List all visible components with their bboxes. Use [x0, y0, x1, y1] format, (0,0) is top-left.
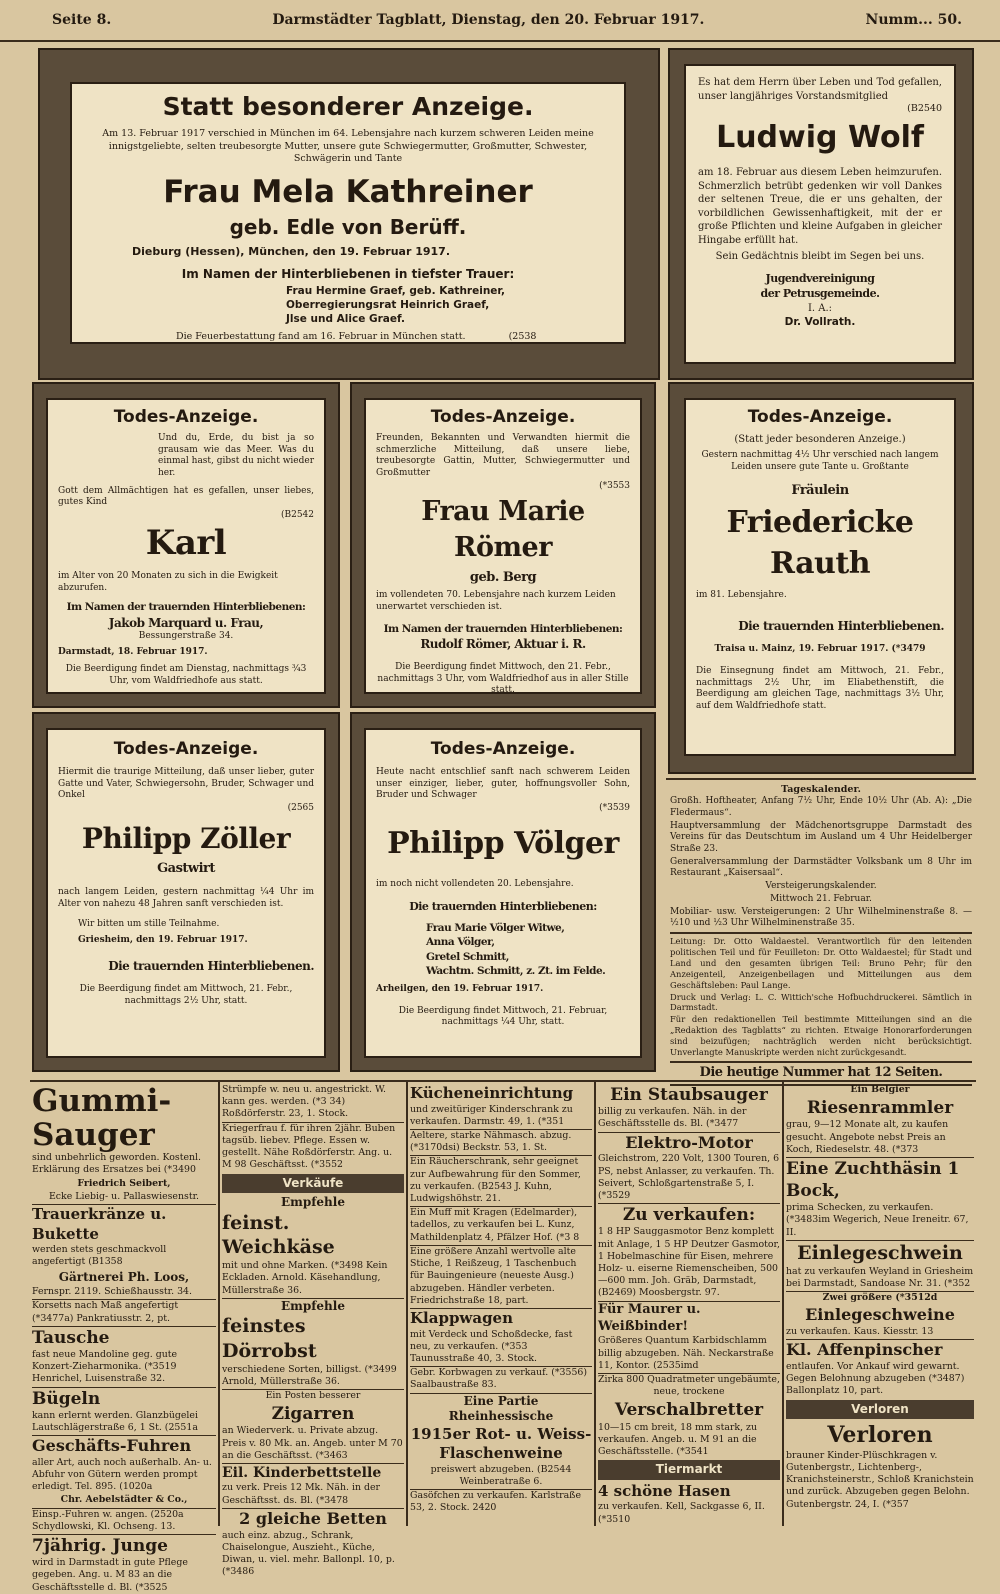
ad-text: Chr. Aebelstädter & Co., — [60, 1494, 188, 1506]
ad-code: (2565 — [287, 803, 314, 813]
calendar-line: Mittwoch 21. Februar. — [770, 893, 872, 904]
ad-headline: Eine Zuchthäsin 1 Bock, — [786, 1157, 974, 1202]
foot-text: Die Feuerbestattung fand am 16. Februar in München statt. — [176, 330, 466, 342]
section-bar-verkaeufe: Verkäufe — [222, 1174, 404, 1194]
notice-foot — [86, 331, 610, 344]
page-count: Die heutige Nummer hat 12 Seiten. — [670, 1061, 972, 1086]
notice-intro: Heute nacht entschlief sanft nach schwerem Leiden unser einziger, lieber, guter, hoffnungsvoller Sohn, Bruder und Schwager — [376, 766, 630, 801]
ad-text: Ein Belgier — [850, 1084, 910, 1095]
notice-foot: Die Beerdigung findet am Mittwoch, 21. Febr., nachmittags 2½ Uhr, statt. — [79, 984, 293, 1007]
notice-karl — [46, 398, 326, 694]
deceased-name: Karl — [145, 523, 227, 564]
deceased-born: geb. Edle von Berüff. — [229, 215, 467, 240]
notice-mourn: Im Namen der Hinterbliebenen in tiefster Trauer: — [181, 266, 515, 281]
ad-headline: Für Maurer u. Weißbinder! — [598, 1301, 780, 1336]
ad-text: zu verkaufen. Kell, Sackgasse 6, II. (*3510 — [598, 1501, 765, 1525]
ad-text: Ein Posten besserer — [222, 1389, 404, 1402]
ad-text: Strümpfe w. neu u. angestrickt. W. kann ges. werden. (*3 34) Roßdörferstr. 23, 1. Stock. — [222, 1084, 386, 1120]
ad-code: (B2540 — [907, 103, 942, 114]
deceased-name: Ludwig Wolf — [716, 119, 924, 155]
impressum-line: Druck und Verlag: L. C. Wittich'sche Hofbuchdruckerei. Sämtlich in Darmstadt. — [670, 991, 972, 1013]
notice-sub: (Statt jeder besonderen Anzeige.) — [734, 433, 906, 445]
deceased-name: Philipp Zöller — [81, 822, 291, 856]
ad-text: kann erlernt werden. Glanzbügelei Lautschlägerstraße 6, 1 St. (2551a — [32, 1409, 198, 1433]
impressum-line: Für den redaktionellen Teil bestimmte Mitteilungen sind an die „Redaktion des Tagblatts“ zu richten. Etwaige Honorarforderungen sind beizufügen; nachträglich werden nicht berücksichtigt. Unverlangte Manuskripte werden nicht zurückgesandt. — [670, 1014, 972, 1058]
notice-heading: Todes-Anzeige. — [430, 739, 576, 759]
signer-4: Wachtm. Schmitt, z. Zt. im Felde. — [426, 964, 606, 977]
signer: Jakob Marquard u. Frau, — [108, 615, 264, 630]
ad-text: Korsetts nach Maß angefertigt (*3477a) Pankratiusstr. 2, pt. — [32, 1299, 216, 1324]
notice-memory: Sein Gedächtnis bleibt im Segen bei uns. — [715, 251, 925, 263]
notice-text: im Alter von 20 Monaten zu sich in die Ewigkeit abzurufen. — [58, 571, 278, 593]
column-divider — [594, 1082, 596, 1526]
ad-code: (*3479 — [891, 644, 926, 655]
ad-text: prima Schecken, zu verkaufen. (*3483im Wegerich, Neue Ireneitr. 67, II. — [786, 1202, 969, 1238]
notice-mourn: Die trauernden Hinterbliebenen. — [108, 959, 314, 974]
ad-text: fast neue Mandoline geg. gute Konzert-Zieharmonika. (*3519 Henrichel, Luisenstraße 32. — [32, 1348, 178, 1385]
divider — [30, 1080, 976, 1082]
deceased-name: Philipp Völger — [387, 826, 619, 862]
ad-headline: Gummi-Sauger — [32, 1083, 172, 1154]
notice-mourn: Die trauernden Hinterbliebenen. — [738, 619, 944, 634]
ad-code: (*3553 — [599, 480, 630, 491]
ad-text: mit und ohne Marken. (*3498 Kein Eckladen. Arnold. Käsehandlung, Müllerstraße 36. — [222, 1260, 388, 1296]
ad-headline: Elektro-Motor — [598, 1132, 780, 1154]
ad-text: Gleichstrom, 220 Volt, 1300 Touren, 6 PS, nebst Anlasser, zu verkaufen. Th. Seivert, Schloßgartenstraße 5, I. (*3529 — [598, 1153, 780, 1201]
column-divider — [782, 1082, 784, 1526]
impressum-line: Leitung: Dr. Otto Waldaestel. Verantwortlich für den leitenden politischen Teil und für Feuilleton: Dr. Otto Waldaestel; für Stadt und Land und den gesamten übrigen Teil: Bruno Pehr; für den Anzeigenteil, Anzeigenbeilagen und Mitteilungen aus dem Geschäftsleben: Paul Lange. — [670, 935, 972, 990]
ad-text: Größeres Quantum Karbidschlamm billig abzugeben. Näh. Neckarstraße 11, Kontor. (2535imd — [598, 1335, 774, 1371]
classified-column-4 — [598, 1084, 780, 1526]
ad-text: Eine Partie Rheinhessische — [410, 1393, 592, 1425]
ad-text: Ein Muff mit Kragen (Edelmarder), tadellos, zu verkaufen bei L. Kunz, Mathildenplatz 4, Pfälzer Hof. (*3 8 — [410, 1206, 592, 1244]
ad-text: billig zu verkaufen. Näh. in der Geschäftsstelle ds. Bl. (*3477 — [598, 1106, 747, 1130]
ad-headline: 2 gleiche Betten — [222, 1508, 404, 1530]
ad-headline: Bügeln — [32, 1387, 216, 1410]
section-bar-tiermarkt: Tiermarkt — [598, 1460, 780, 1480]
ad-text: an Wiederverk. u. Private abzug. Preis v. 80 Mk. an. Angeb. unter M 70 an die Geschäftsst. (*3463 — [222, 1425, 403, 1461]
ad-headline: Einlegeschweine — [805, 1305, 955, 1325]
ad-headline: 1915er Rot- u. Weiss-Flaschenweine — [410, 1424, 592, 1463]
notice-foot: Die Beerdigung findet am Dienstag, nachmittags ¾3 Uhr, vom Waldfriedhofe aus statt. — [65, 664, 307, 686]
notice-kathreiner — [70, 82, 626, 344]
ad-text: sind unbehrlich geworden. Kostenl. Erklärung des Ersatzes bei (*3490 — [32, 1152, 202, 1176]
notice-intro: Es hat dem Herrn über Leben und Tod gefallen, unser langjähriges Vorstandsmitglied — [698, 77, 942, 102]
notice-verse: Und du, Erde, du bist ja so grausam wie das Meer. Was du einmal hast, gibst du nicht wieder her. — [158, 432, 314, 478]
deceased-name: Friedericke Rauth — [726, 505, 914, 581]
page-header — [0, 0, 1000, 42]
ad-headline: Verschalbretter — [614, 1400, 764, 1421]
column-divider — [406, 1082, 408, 1526]
ad-code: (2538 — [508, 330, 537, 342]
deceased-name: Frau Mela Kathreiner — [163, 174, 533, 211]
notice-heading: Todes-Anzeige. — [430, 407, 576, 427]
ad-headline: Eil. Kinderbettstelle — [222, 1463, 404, 1482]
ad-headline: feinst. Weichkäse — [222, 1211, 335, 1259]
ad-headline: Verloren — [827, 1422, 933, 1449]
notice-foot: Die Einsegnung findet am Mittwoch, 21. Febr., nachmittags 2½ Uhr, im Eliabethenstift, die Beerdigung am gleichen Tage, nachmittags 3½ Uhr, auf dem Waldfriedhofe statt. — [696, 665, 944, 711]
notice-heading: Todes-Anzeige. — [747, 407, 893, 427]
ad-text: Gärtnerei Ph. Loos, — [58, 1269, 190, 1284]
deceased-name: Frau Marie Römer — [421, 495, 585, 564]
notice-mourn: Die trauernden Hinterbliebenen: — [409, 900, 597, 914]
issue-number: Numm... 50. — [865, 12, 962, 28]
ad-text: wird in Darmstadt in gute Pflege gegeben. Ang. u. M 83 an die Geschäftsstelle d. Bl. (*3525 — [32, 1557, 188, 1593]
ad-text: Gebr. Korbwagen zu verkauf. (*3556) Saalbaustraße 83. — [410, 1366, 592, 1391]
signer-1: Frau Hermine Graef, geb. Kathreiner, — [286, 285, 506, 298]
notice-place: Arheilgen, den 19. Februar 1917. — [376, 983, 544, 994]
ad-text: zu verk. Preis 12 Mk. Näh. in der Geschäftsst. ds. Bl. (*3478 — [222, 1482, 381, 1506]
classified-column-1 — [32, 1083, 216, 1593]
classified-column-2 — [222, 1084, 404, 1578]
ad-headline: Trauerkränze u. Bukette — [32, 1204, 216, 1244]
notice-mourn: Im Namen der trauernden Hinterbliebenen: — [66, 601, 306, 614]
signer: Dr. Vollrath. — [784, 316, 856, 328]
deceased-age: im 81. Lebensjahre. — [696, 590, 787, 601]
notice-intro: Hiermit die traurige Mitteilung, daß unser lieber, guter Gatte und Vater, Schwiegersohn, Bruder, Schwager und Onkel — [58, 766, 314, 801]
signer-3: Jlse und Alice Graef. — [286, 313, 405, 326]
notice-place: Griesheim, den 19. Februar 1917. — [78, 934, 248, 945]
notice-place: Traisa u. Mainz, 19. Februar 1917. — [714, 644, 889, 655]
ad-text: Aeltere, starke Nähmasch. abzug. (*3170dsi) Beckstr. 53, 1. St. — [410, 1129, 592, 1154]
ad-headline: Kücheneinrichtung — [410, 1084, 574, 1102]
ad-text: Zwei größere (*3512d — [786, 1291, 974, 1304]
ad-text: Empfehle — [222, 1298, 404, 1315]
notice-heading: Statt besonderer Anzeige. — [162, 92, 534, 121]
divider — [666, 778, 976, 780]
column-divider — [218, 1082, 220, 1526]
ad-text: grau, 9—12 Monate alt, zu kaufen gesucht. Angebote nebst Preis an Koch, Riedeselstr. 48. (*373 — [786, 1119, 949, 1155]
ad-headline: Zigarren — [271, 1404, 355, 1425]
signer: Rudolf Römer, Aktuar i. R. — [420, 636, 586, 651]
ad-code: (*3539 — [599, 803, 630, 813]
ad-text: und zweitüriger Kinderschrank zu verkaufen. Darmstr. 49, 1. (*351 — [410, 1103, 573, 1127]
ad-headline: Geschäfts-Fuhren — [32, 1435, 216, 1457]
calendar-line: Generalversammlung der Darmstädter Volksbank um 8 Uhr im Restaurant „Kaisersaal“. — [670, 856, 972, 879]
ad-text: 1 8 HP Sauggasmotor Benz komplett mit Anlage, 1 5 HP Deutzer Gasmotor, 1 Hobelmaschine für Eisen, mehrere Holz- u. eiserne Riemenscheiben, 500—600 mm. Joh. Gräb, Darmstadt, (B2469) Moosbergstr. 97. — [598, 1226, 780, 1299]
ad-text: verschiedene Sorten, billigst. (*3499 Arnold, Müllerstraße 36. — [222, 1363, 397, 1387]
ad-text: mit Verdeck und Schoßdecke, fast neu, zu verkaufen. (*353 Taunusstraße 40, 3. Stock. — [410, 1328, 573, 1364]
ad-text: Empfehle — [281, 1195, 345, 1210]
ad-headline: Klappwagen — [410, 1308, 592, 1329]
ad-text: Kriegerfrau f. für ihren 2jähr. Buben tagsüb. liebev. Pflege. Essen w. gestellt. Nähe Roßdörferstr. Ang. u. M 98 Geschäftsst. (*3552 — [222, 1122, 404, 1172]
page-number: Seite 8. — [52, 12, 112, 28]
ad-headline: Kl. Affenpinscher — [786, 1339, 974, 1361]
ad-headline: feinstes Dörrobst — [222, 1315, 317, 1363]
ad-headline: Ein Staubsauger — [610, 1085, 768, 1105]
ad-text: Eine größere Anzahl wertvolle alte Stiche, 1 Reißzeug, 1 Taschenbuch für Bauingenieure (neueste Ausg.) abzugeben. Händler verbeten. Friedrichstraße 18, part. — [410, 1245, 592, 1307]
ad-text: zu verkaufen. Kaus. Kiesstr. 13 — [786, 1325, 934, 1337]
signer-3: Gretel Schmitt, — [426, 950, 509, 963]
ia: I. A.: — [807, 302, 833, 314]
ad-text: Gasöfchen zu verkaufen. Karlstraße 53, 2. Stock. 2420 — [410, 1489, 592, 1514]
org-line-1: Jugendvereinigung — [765, 271, 875, 285]
ad-text: entlaufen. Vor Ankauf wird gewarnt. Gegen Belohnung abzugeben (*3487) Ballonplatz 10, part. — [786, 1360, 965, 1397]
calendar-line: Großh. Hoftheater, Anfang 7½ Uhr, Ende 10½ Uhr (Ab. A): „Die Fledermaus“. — [670, 796, 972, 819]
notice-wolf — [684, 64, 956, 364]
masthead-title: Darmstädter Tagblatt, Dienstag, den 20. Februar 1917. — [272, 12, 705, 28]
org-line-2: der Petrusgemeinde. — [760, 286, 880, 300]
ad-headline: Zu verkaufen: — [598, 1203, 780, 1226]
notice-text: am 18. Februar aus diesem Leben heimzurufen. Schmerzlich betrübt gedenken wir voll Dankes der seltenen Treue, die er uns gehalten, der vorbildlichen Gewissenhaftigkeit, mit der er große Pflichten und kleine Aufgaben in gleicher Hingabe erfüllt hat. — [698, 167, 942, 246]
notice-rauth — [684, 398, 956, 756]
ad-text: Fernspr. 2119. Schießhausstr. 34. — [32, 1286, 192, 1298]
notice-place-line — [696, 644, 944, 656]
notice-intro: Gestern nachmittag 4½ Uhr verschied nach langem Leiden unsere gute Tante u. Großtante — [701, 450, 939, 473]
notice-zoeller — [46, 728, 326, 1058]
ad-text: aller Art, auch noch außerhalb. An- u. Abfuhr von Gütern werden prompt erledigt. Tel. 895. (1020a — [32, 1456, 212, 1493]
deceased-born: geb. Berg — [469, 569, 537, 585]
ad-text: Friedrich Seibert, — [77, 1177, 171, 1189]
ad-headline: Tausche — [32, 1326, 216, 1349]
calendar-title: Tageskalender. — [781, 784, 861, 795]
ad-text: Einsp.-Fuhren w. angen. (2520a Schydlowski, Kl. Ochseng. 13. — [32, 1508, 216, 1533]
notice-text: nach langem Leiden, gestern nachmittag ¼4 Uhr im Alter von nahezu 48 Jahren sanft verschieden ist. — [58, 887, 314, 910]
notice-heading: Todes-Anzeige. — [113, 739, 259, 759]
ad-headline: 7jährig. Junge — [32, 1534, 216, 1557]
ad-text: hat zu verkaufen Weyland in Griesheim bei Darmstadt, Sandoase Nr. 31. (*352 — [786, 1265, 974, 1289]
signer-2: Anna Völger, — [426, 936, 495, 949]
notice-foot: Die Beerdigung findet Mittwoch, 21. Februar, nachmittags ¼4 Uhr, statt. — [398, 1005, 608, 1028]
ad-text: auch einz. abzug., Schrank, Chaiselongue, Auszieht., Küche, Diwan, u. viel. mehr. Ballonpl. 10, p. (*3486 — [222, 1529, 395, 1578]
notice-place: Dieburg (Hessen), München, den 19. Februar 1917. — [132, 245, 451, 259]
notice-foot: Die Beerdigung findet Mittwoch, den 21. Febr., nachmittags 3 Uhr, vom Waldfriedhof aus in aller Stille statt. — [377, 661, 629, 696]
notice-intro: Freunden, Bekannten und Verwandten hiermit die schmerzliche Mitteilung, daß unsere liebe, treubesorgte Gattin, Mutter, Schwiegermutter und Großmutter — [376, 432, 630, 478]
notice-text: im vollendeten 70. Lebensjahre nach kurzem Leiden unerwartet verschieden ist. — [376, 590, 616, 612]
deceased-job: Gastwirt — [157, 860, 215, 876]
ad-text: Ecke Liebig- u. Pallaswiesenstr. — [48, 1190, 200, 1202]
section-bar-verloren: Verloren — [786, 1400, 974, 1420]
notice-roemer — [364, 398, 642, 694]
calendar-line: Hauptversammlung der Mädchenortsgruppe Darmstadt des Vereins für das Deutschtum im Ausland um 4 Uhr Heidelberger Straße 23. — [670, 820, 972, 855]
ad-text: Zirka 800 Quadratmeter ungebäumte, neue, trockene — [598, 1374, 780, 1398]
ad-code: (B2542 — [280, 510, 314, 521]
calendar-line: Mobiliar- usw. Versteigerungen: 2 Uhr Wilhelminenstraße 8. — ½10 und ½3 Uhr Wilhelminenstraße 35. — [670, 907, 972, 934]
notice-heading: Todes-Anzeige. — [113, 407, 259, 427]
signer-1: Frau Marie Völger Witwe, — [426, 922, 565, 935]
notice-intro: Am 13. Februar 1917 verschied in München im 64. Lebensjahre nach kurzem schweren Leiden meine innigstgeliebte, selten treubesorgte Mutter, unsere gute Schwiegermutter, Großmutter, Schwester, Schwägerin und Tante — [102, 127, 594, 165]
notice-voelger — [364, 728, 642, 1058]
calendar-column — [666, 778, 976, 1081]
signer-2: Oberregierungsrat Heinrich Graef, — [286, 299, 490, 312]
ad-text: 10—15 cm breit, 18 mm stark, zu verkaufen. Angeb. u. M 91 an die Geschäftsstelle. (*3541 — [598, 1421, 758, 1458]
deceased-title: Fräulein — [791, 482, 849, 498]
ad-text: preiswert abzugeben. (B2544 Weinberatraße 6. — [430, 1463, 572, 1487]
ad-headline: Riesenrammler — [806, 1098, 954, 1119]
notice-quiet: Wir bitten um stille Teilnahme. — [78, 918, 220, 929]
ad-text: werden stets geschmackvoll angefertigt (B1358 — [32, 1244, 167, 1268]
notice-intro: Gott dem Allmächtigen hat es gefallen, unser liebes, gutes Kind — [58, 485, 314, 508]
calendar-line: Versteigerungskalender. — [765, 881, 877, 892]
ad-headline: Einlegeschwein — [786, 1240, 974, 1266]
ad-text: brauner Kinder-Plüschkragen v. Gutenbergstr., Lichtenberg-, Kranichsteinerstr., Schloß Kranichstein und zurück. Abzugeben gegen Belohn. Gutenbergstr. 24, I. (*357 — [786, 1449, 974, 1510]
notice-mourn: Im Namen der trauernden Hinterbliebenen: — [383, 622, 623, 635]
deceased-age: im noch nicht vollendeten 20. Lebensjahre. — [376, 878, 574, 889]
signer-address: Bessungerstraße 34. — [138, 630, 234, 641]
classified-column-5 — [786, 1084, 974, 1526]
notice-place: Darmstadt, 18. Februar 1917. — [58, 646, 208, 657]
ad-text: Ein Räucherschrank, sehr geeignet zur Aufbewahrung für den Sommer, zu verkaufen. (B2543 J. Kuhn, Ludwigshöhstr. 21. — [410, 1155, 592, 1205]
classified-column-3 — [410, 1084, 592, 1526]
ad-headline: 4 schöne Hasen — [598, 1481, 731, 1500]
